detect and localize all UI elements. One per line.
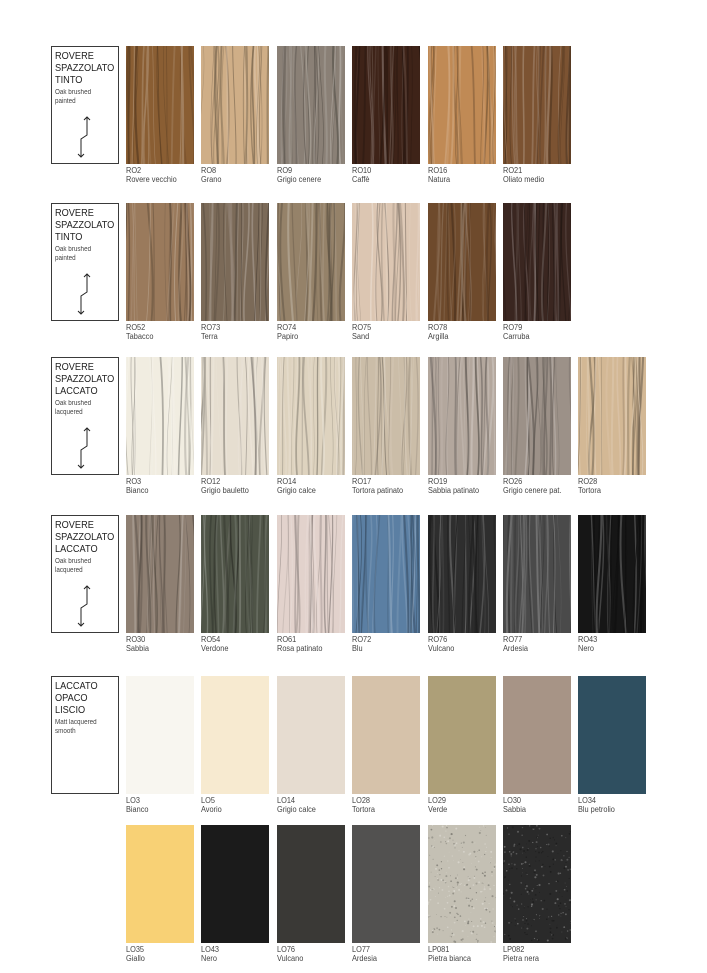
swatch-code: RO78 [428,323,448,332]
swatch-code: LP081 [428,945,450,954]
finish-swatch [352,203,420,321]
finish-group-subtitle: Oak brushed lacquered [55,558,92,574]
swatch-name: Nero [201,954,217,963]
finish-swatch [503,825,571,943]
swatch-name: Ardesia [503,644,528,653]
swatch-name: Grigio cenere pat. [503,486,562,495]
swatch-code: RO54 [201,635,221,644]
finish-swatch [201,357,269,475]
finish-swatch [277,825,345,943]
finish-swatch [126,357,194,475]
swatch-code: RO14 [277,477,297,486]
swatch-code: RO79 [503,323,523,332]
finish-swatch [126,825,194,943]
swatch-name: Blu [352,644,363,653]
swatch-code: RO10 [352,166,372,175]
swatch-name: Terra [201,332,218,341]
finish-swatch [352,46,420,164]
finish-swatch [201,676,269,794]
swatch-name: Verde [428,805,448,814]
finish-group-subtitle: Oak brushed lacquered [55,400,92,416]
finish-swatch [578,676,646,794]
finish-group-title: ROVERE SPAZZOLATO TINTO [55,51,115,86]
finish-swatch [428,825,496,943]
swatch-code: RO76 [428,635,448,644]
finish-swatch [428,676,496,794]
finish-swatch [352,515,420,633]
finish-swatch [201,515,269,633]
finish-group-label [51,676,119,794]
swatch-name: Rovere vecchio [126,175,177,184]
swatch-code: RO21 [503,166,523,175]
finish-swatch [352,357,420,475]
finish-swatch [352,676,420,794]
finish-swatch [277,203,345,321]
swatch-code: RO2 [126,166,142,175]
swatch-name: Caffè [352,175,370,184]
swatch-code: LO5 [201,796,215,805]
double-arrow-icon [74,115,94,159]
finish-swatch [277,46,345,164]
finish-swatch [503,46,571,164]
finish-swatch [428,515,496,633]
swatch-code: RO74 [277,323,297,332]
finish-group-label [51,203,119,321]
finish-swatch [277,357,345,475]
swatch-name: Grigio calce [277,805,316,814]
swatch-code: RO3 [126,477,142,486]
swatch-code: RO52 [126,323,146,332]
finish-swatch [428,203,496,321]
finish-group-label [51,46,119,164]
finish-swatch [428,46,496,164]
swatch-code: RO72 [352,635,372,644]
swatch-code: LO3 [126,796,140,805]
finish-swatch [126,203,194,321]
finish-swatch [428,357,496,475]
finish-group-title: LACCATO OPACO LISCIO [55,681,98,716]
swatch-name: Natura [428,175,451,184]
swatch-name: Carruba [503,332,530,341]
finish-group-title: ROVERE SPAZZOLATO TINTO [55,208,115,243]
finish-swatch [352,825,420,943]
swatch-name: Nero [578,644,594,653]
swatch-code: RO17 [352,477,372,486]
swatch-code: LO29 [428,796,447,805]
finish-swatch [126,676,194,794]
swatch-code: LO34 [578,796,597,805]
swatch-code: LO76 [277,945,296,954]
swatch-name: Sand [352,332,370,341]
finish-group-subtitle: Matt lacquered smooth [55,719,97,735]
swatch-name: Sabbia patinato [428,486,480,495]
swatch-code: RO61 [277,635,297,644]
swatch-name: Grigio calce [277,486,316,495]
swatch-name: Tortora [352,805,375,814]
swatch-code: RO73 [201,323,221,332]
finish-swatch [201,825,269,943]
finish-swatch [126,515,194,633]
finish-swatch [503,676,571,794]
swatch-name: Oliato medio [503,175,545,184]
swatch-code: RO12 [201,477,221,486]
swatch-name: Verdone [201,644,229,653]
swatch-code: RO28 [578,477,598,486]
finish-swatch [578,357,646,475]
finish-group-label [51,515,119,633]
swatch-name: Tortora [578,486,601,495]
swatch-name: Pietra nera [503,954,540,963]
swatch-name: Grigio bauletto [201,486,249,495]
swatch-code: LO77 [352,945,371,954]
swatch-code: LP082 [503,945,525,954]
swatch-code: RO77 [503,635,523,644]
swatch-code: RO30 [126,635,146,644]
swatch-code: RO26 [503,477,523,486]
swatch-code: RO16 [428,166,448,175]
finish-swatch [503,203,571,321]
swatch-code: RO8 [201,166,217,175]
swatch-name: Papiro [277,332,299,341]
swatch-code: LO14 [277,796,296,805]
finish-group-subtitle: Oak brushed painted [55,246,92,262]
swatch-name: Sabbia [503,805,526,814]
finish-swatch [201,46,269,164]
swatch-name: Argilla [428,332,449,341]
finish-swatch [126,46,194,164]
finish-group-title: ROVERE SPAZZOLATO LACCATO [55,520,115,555]
finish-group-label [51,357,119,475]
finish-swatch [277,515,345,633]
swatch-name: Grano [201,175,222,184]
double-arrow-icon [74,272,94,316]
swatch-name: Blu petrolio [578,805,615,814]
swatch-name: Pietra bianca [428,954,471,963]
swatch-name: Grigio cenere [277,175,322,184]
swatch-name: Vulcano [277,954,304,963]
swatch-name: Sabbia [126,644,149,653]
swatch-code: RO43 [578,635,598,644]
swatch-name: Bianco [126,486,149,495]
swatch-name: Rosa patinato [277,644,323,653]
finish-group-title: ROVERE SPAZZOLATO LACCATO [55,362,115,397]
swatch-name: Tortora patinato [352,486,404,495]
swatch-name: Tabacco [126,332,154,341]
finish-swatch [503,515,571,633]
swatch-name: Vulcano [428,644,455,653]
swatch-code: RO19 [428,477,448,486]
swatch-name: Bianco [126,805,149,814]
swatch-code: RO75 [352,323,372,332]
finish-swatch [201,203,269,321]
swatch-code: LO30 [503,796,522,805]
swatch-code: LO35 [126,945,145,954]
finish-group-subtitle: Oak brushed painted [55,89,92,105]
double-arrow-icon [74,426,94,470]
finish-swatch [578,515,646,633]
finish-swatch [277,676,345,794]
finish-swatch [503,357,571,475]
swatch-code: LO43 [201,945,220,954]
swatch-code: RO9 [277,166,293,175]
swatch-name: Giallo [126,954,145,963]
swatch-code: LO28 [352,796,371,805]
double-arrow-icon [74,584,94,628]
swatch-name: Ardesia [352,954,377,963]
swatch-name: Avorio [201,805,222,814]
